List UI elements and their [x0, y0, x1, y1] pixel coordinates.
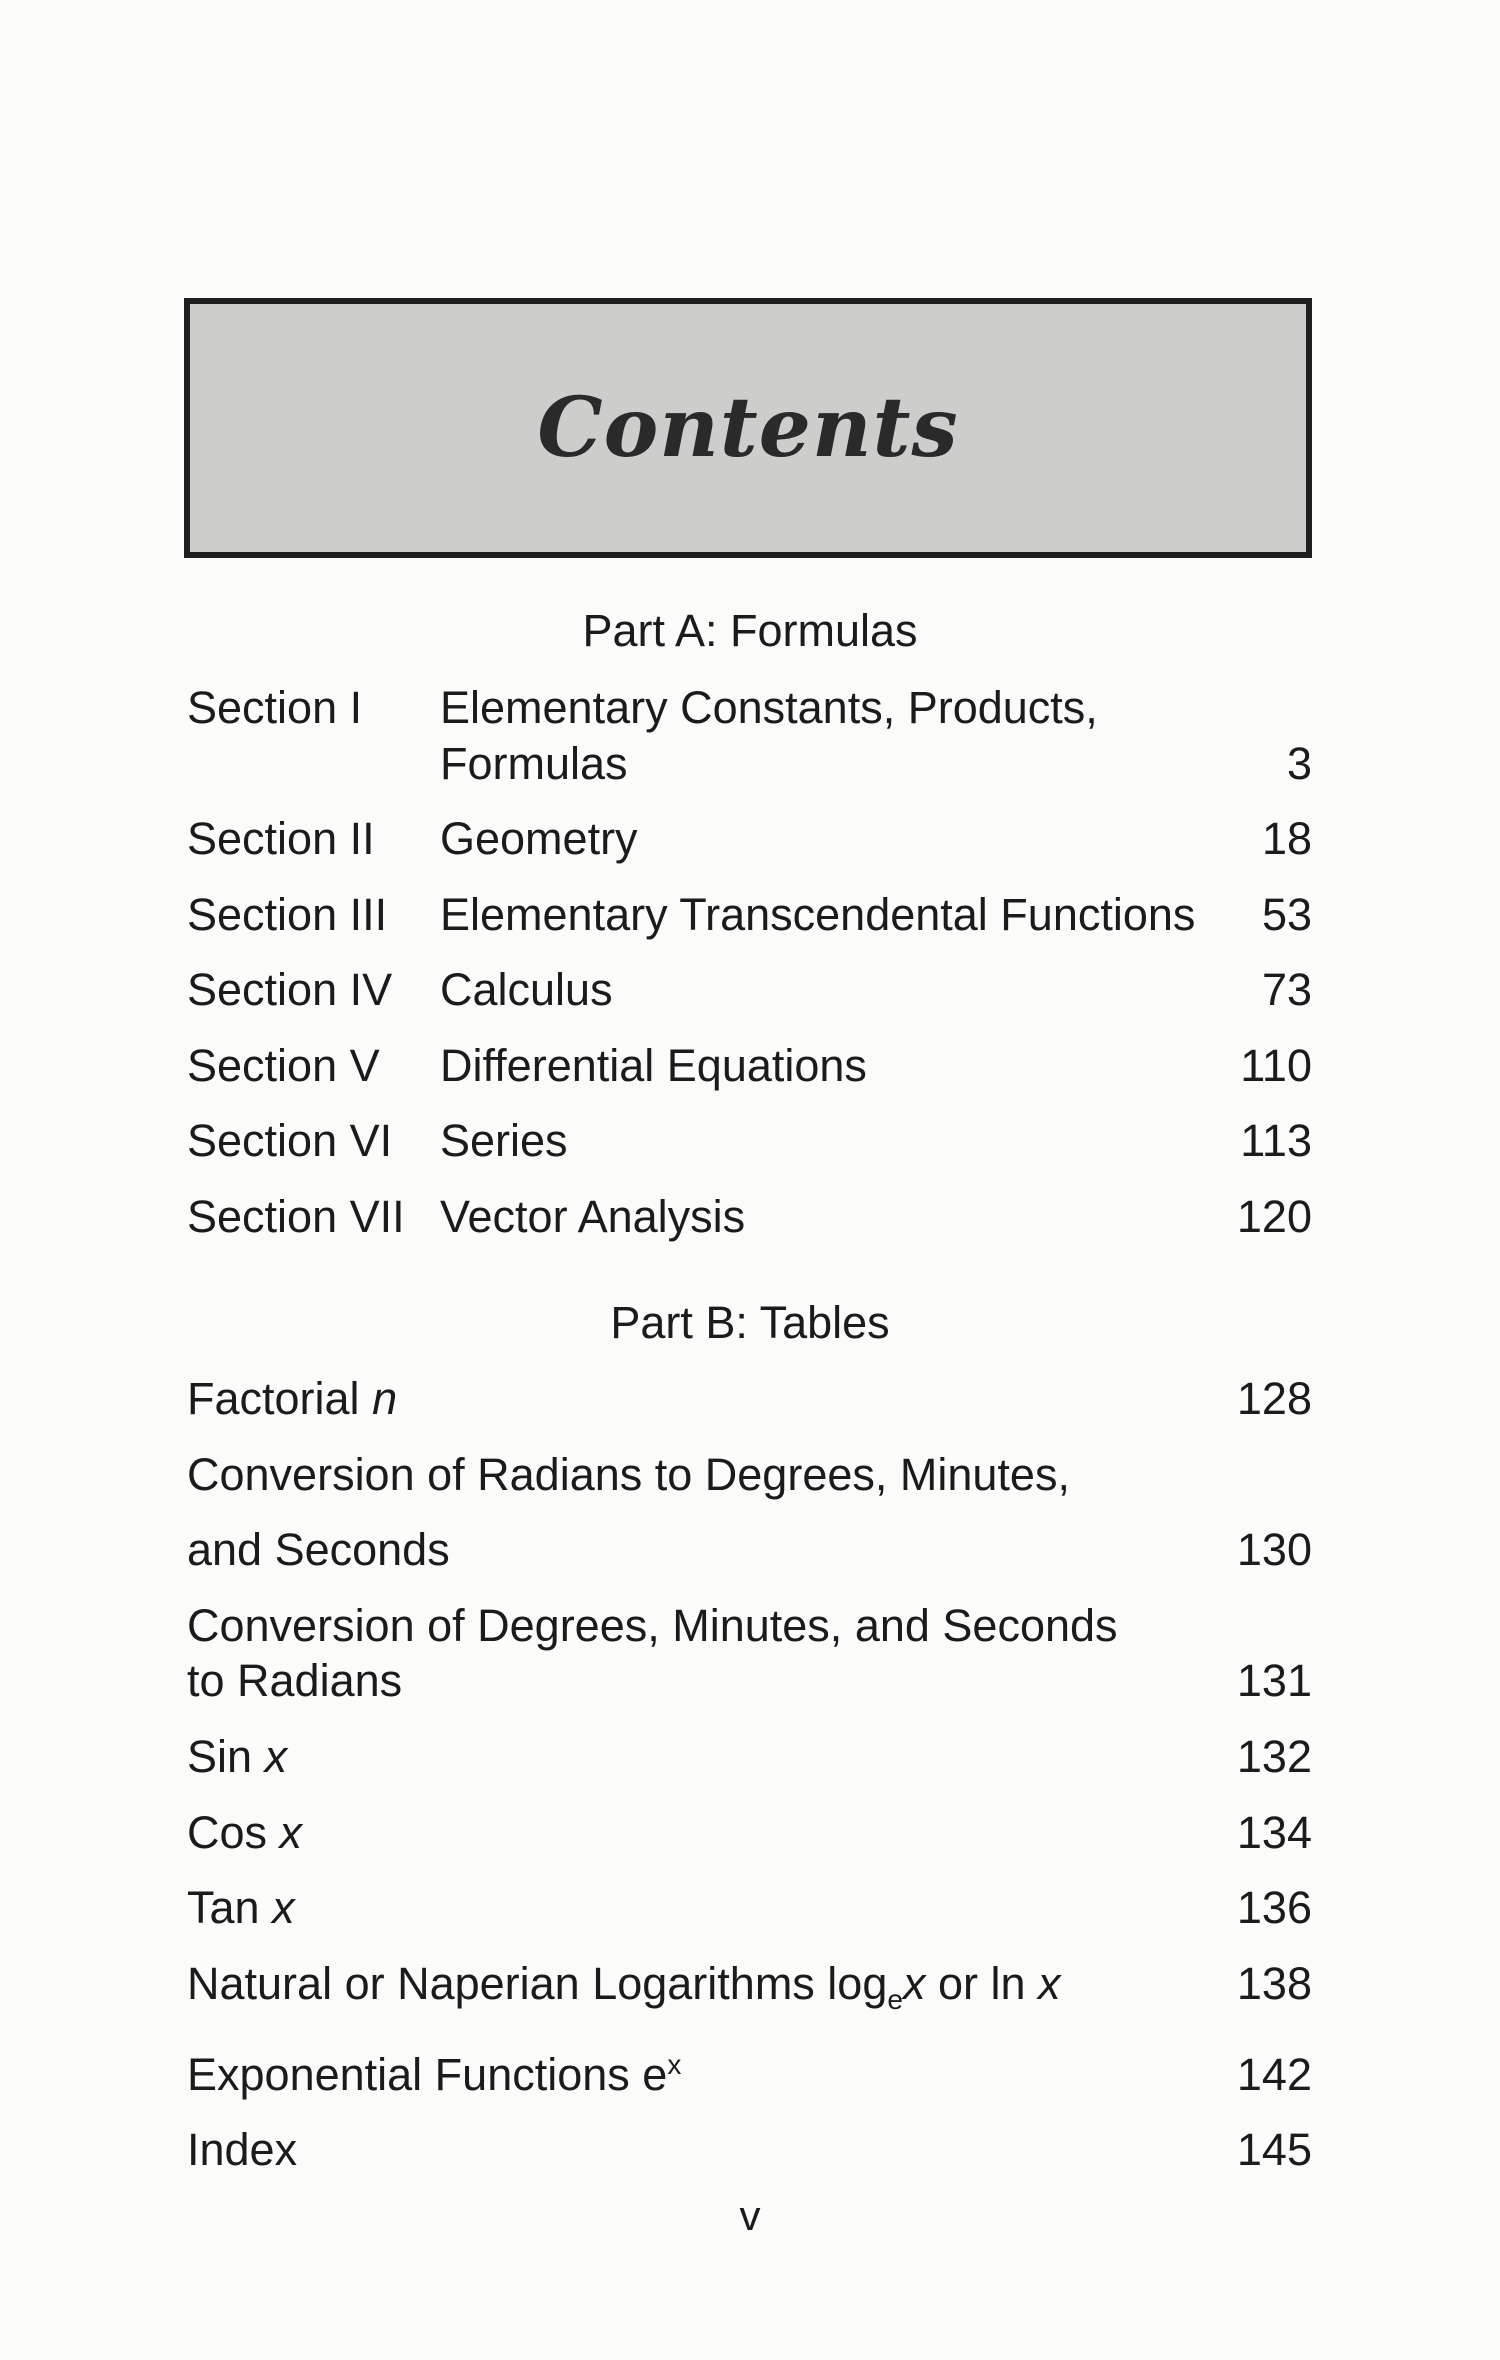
page-number: 113 — [1240, 1115, 1312, 1166]
section-label: Section IV — [187, 964, 393, 1015]
page-number: 131 — [1236, 1655, 1312, 1706]
table-title: Conversion of Degrees, Minutes, and Seconds — [187, 1600, 1118, 1651]
section-label: Section III — [187, 889, 388, 940]
page-number: 134 — [1236, 1807, 1312, 1858]
page-number: 18 — [1261, 813, 1312, 864]
page-number: 138 — [1236, 1958, 1312, 2009]
table-title: Cos x — [187, 1807, 303, 1858]
page-number: 142 — [1236, 2049, 1312, 2100]
table-title-cont: to Radians — [187, 1655, 403, 1706]
table-title: Natural or Naperian Logarithms $\log_ex$ or ln x — [187, 1958, 1061, 2015]
section-label: Section V — [187, 1040, 380, 1091]
page-folio: v — [739, 2192, 761, 2239]
section-title: Calculus — [440, 964, 613, 1015]
table-title: Tan x — [187, 1882, 295, 1933]
section-title: Series — [440, 1115, 568, 1166]
section-title-cont: Formulas — [440, 738, 628, 789]
table-title: Exponential Functions $e^x$ — [187, 2049, 682, 2100]
page-number: 132 — [1236, 1731, 1312, 1782]
table-title: Conversion of Radians to Degrees, Minutes, — [187, 1449, 1070, 1500]
page-number: 3 — [1286, 738, 1312, 789]
table-title: Index — [187, 2124, 298, 2175]
page-number: 73 — [1261, 964, 1312, 1015]
table-title: Sin x — [187, 1731, 288, 1782]
page-number: 53 — [1261, 889, 1312, 940]
page-number: 120 — [1236, 1191, 1312, 1242]
section-title: Differential Equations — [440, 1040, 867, 1091]
page-title: Contents — [537, 380, 959, 476]
contents-title-box — [184, 298, 1312, 558]
part-a-heading: Part A: Formulas — [582, 605, 918, 656]
page-number: 130 — [1236, 1524, 1312, 1575]
section-title: Vector Analysis — [440, 1191, 746, 1242]
section-label: Section VI — [187, 1115, 393, 1166]
table-title-cont: and Seconds — [187, 1524, 450, 1575]
part-b-heading: Part B: Tables — [610, 1297, 890, 1348]
section-title: Elementary Transcendental Functions — [440, 889, 1196, 940]
section-label: Section I — [187, 682, 363, 733]
section-title: Elementary Constants, Products, — [440, 682, 1098, 733]
section-title: Geometry — [440, 813, 638, 864]
section-label: Section VII — [187, 1191, 405, 1242]
section-label: Section II — [187, 813, 375, 864]
page-number: 110 — [1240, 1040, 1312, 1091]
page-number: 145 — [1236, 2124, 1312, 2175]
table-title: Factorial n — [187, 1373, 398, 1424]
page-number: 136 — [1236, 1882, 1312, 1933]
page-number: 128 — [1236, 1373, 1312, 1424]
